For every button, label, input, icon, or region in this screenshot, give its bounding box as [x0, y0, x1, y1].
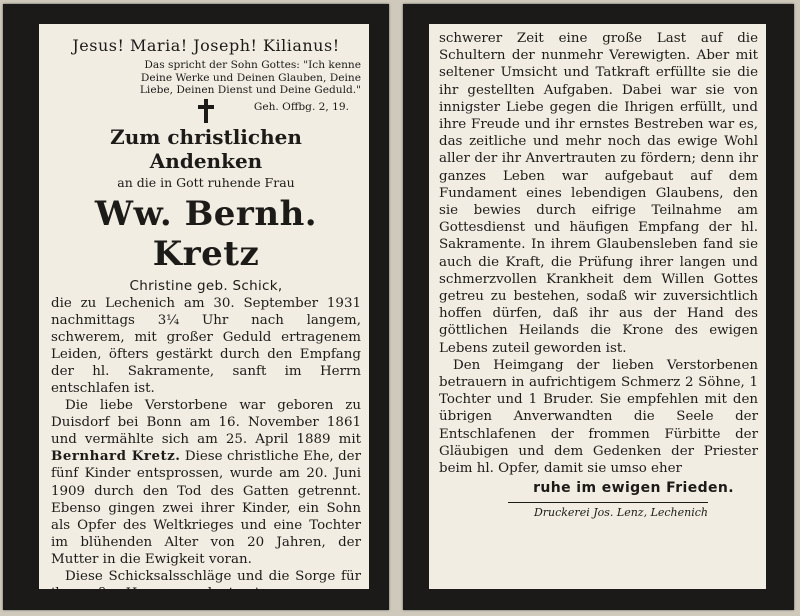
birth-name: Christine geb. Schick,: [129, 277, 283, 294]
scripture-line: Deine Werke und Deinen Glauben, Deine: [140, 71, 361, 84]
closing-line: ruhe im ewigen Frieden.: [533, 480, 734, 497]
divider: [508, 502, 708, 503]
scripture-line: Liebe, Deinen Dienst und Deine Geduld.": [139, 84, 361, 96]
right-card: [403, 4, 794, 610]
intro-line: an die in Gott ruhende Frau: [117, 174, 295, 190]
mourners-paragraph: Den Heimgang der lieben Verstorbenen betrauern in aufrichtigem Schmerz 2 Söhne, 1 Tochter und 1 Bruder. Sie empfehlen mit den übrigen Anverwandten die Seele der Entschlafenen der frommen Fürbitte der Gläubigen und dem Gedenken der Priester beim hl. Opfer, damit sie umso eher: [439, 357, 758, 477]
cross-icon: [198, 99, 214, 123]
life-paragraph: [51, 397, 361, 568]
character-paragraph: schwerer Zeit eine große Last auf die Schultern der nunmehr Verewigten. Aber mit seltener Umsicht und Tatkraft erfüllte sie die ihr gestellten Aufgaben. Dabei war sie von innigster Liebe gegen die Ihrigen erfüllt, und ihre Freude und ihr ernstes Bestreben war es, das zeitliche und mehr noch das ewige Wohl aller der ihr Anvertrauten zu fördern; denn ihr ganzes Leben war aufgebaut auf dem Fundament eines lebendigen Glaubens, den sie bewies durch eifrige Teilnahme am Gottesdienst und häufigen Empfang der hl. Sakramente. In ihrem Glaubensleben fand sie auch die Kraft, die Prüfung ihrer langen und schmerzvollen Krankheit dem Willen Gottes getreu zu bestehen, sodaß wir zuversichtlich hoffen dürfen, daß ihr aus der Hand des göttlichen Heilands die Krone des ewigen Lebens zuteil geworden ist.: [439, 31, 758, 356]
death-paragraph: die zu Lechenich am 30. September 1931 nachmittags 3¼ Uhr nach langem, schwerem, mit großer Geduld ertragenem Leiden, öfters gestärkt durch den Empfang der hl. Sakramente, sanft im Herrn entschlafen ist.: [51, 295, 361, 396]
scripture-quote: [51, 59, 361, 97]
scripture-reference: Geh. Offbg. 2, 19.: [253, 100, 349, 113]
life-paragraph-end: Diese christliche Ehe, der fünf Kinder entsprossen, wurde am 20. Juni 1909 durch den Tod des Gatten getrennt. Ebenso gingen zwei ihrer Kinder, ein Sohn als Opfer des Weltkrieges und eine Tochter im blühenden Alter von 20 Jahren, der Mutter in die Ewigkeit voran.: [51, 449, 361, 567]
scripture-line: Das spricht der Sohn Gottes: "Ich kenne: [144, 59, 361, 71]
printer-credit: Druckerei Jos. Lenz, Lechenich: [533, 506, 708, 520]
right-page: [429, 24, 766, 589]
deceased-name: Ww. Bernh. Kretz: [94, 193, 318, 274]
invocation: Jesus! Maria! Joseph! Kilianus!: [72, 36, 340, 55]
husband-name: Bernhard Kretz.: [51, 448, 181, 465]
memorial-heading: Zum christlichen Andenken: [110, 124, 302, 173]
left-page: [39, 24, 369, 602]
left-card: [3, 4, 389, 610]
life-paragraph-start: Die liebe Verstorbene war geboren zu Duisdorf bei Bonn am 16. November 1861 und vermählte sich am 25. April 1889 mit: [51, 398, 361, 448]
burden-paragraph: Diese Schicksalsschläge und die Sorge für ihr großes Hauswesen legten in: [51, 569, 361, 602]
